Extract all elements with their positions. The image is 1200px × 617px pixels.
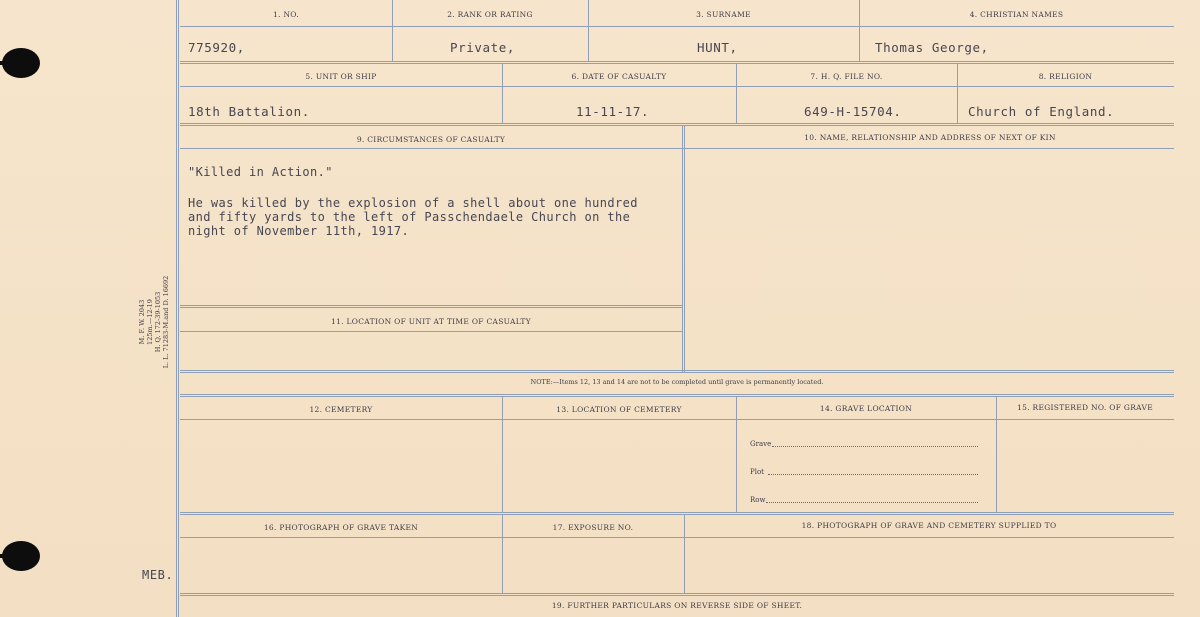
service-number: 775920, <box>188 40 245 55</box>
rule <box>180 419 1174 420</box>
plot-field-line <box>768 474 978 475</box>
header-location-unit: 11. LOCATION OF UNIT AT TIME OF CASUALTY <box>331 317 531 326</box>
rule <box>682 126 685 372</box>
rule <box>180 148 1174 149</box>
header-unit: 5. UNIT OR SHIP <box>305 72 377 81</box>
religion-value: Church of England. <box>968 104 1115 119</box>
header-photo-taken: 16. PHOTOGRAPH OF GRAVE TAKEN <box>263 523 419 532</box>
hq-file-value: 649-H-15704. <box>804 104 902 119</box>
rule <box>180 61 1174 64</box>
rank-value: Private, <box>450 40 516 55</box>
rule <box>180 537 1174 538</box>
circumstances-line: and fifty yards to the left of Passchendaele Church on the <box>188 210 631 224</box>
header-religion: 8. RELIGION <box>1038 72 1093 81</box>
circumstances-line: He was killed by the explosion of a shell about one hundred <box>188 196 638 210</box>
row-field-label: Row <box>750 496 766 504</box>
circumstances-title: "Killed in Action." <box>188 165 333 179</box>
header-further-particulars: 19. FURTHER PARTICULARS ON REVERSE SIDE OF SHEET. <box>551 601 803 610</box>
christian-names-value: Thomas George, <box>875 40 989 55</box>
header-registered-no: 15. REGISTERED NO. OF GRAVE <box>1017 403 1153 412</box>
header-cemetery: 12. CEMETERY <box>309 405 373 414</box>
header-date: 6. DATE OF CASUALTY <box>571 72 667 81</box>
rule <box>996 397 997 513</box>
row-field-line <box>766 502 978 503</box>
header-exposure: 17. EXPOSURE NO. <box>552 523 634 532</box>
punch-hole-top <box>2 48 40 78</box>
plot-field-label: Plot <box>750 468 764 476</box>
rule <box>180 593 1174 596</box>
circumstances-line: night of November 11th, 1917. <box>188 224 410 238</box>
header-photo-supplied: 18. PHOTOGRAPH OF GRAVE AND CEMETERY SUPPLIED TO <box>801 521 1057 530</box>
header-surname: 3. SURNAME <box>696 10 751 19</box>
rule <box>180 394 1174 397</box>
punch-hole-bottom <box>2 541 40 571</box>
header-circumstances: 9. CIRCUMSTANCES OF CASUALTY <box>356 135 506 144</box>
unit-value: 18th Battalion. <box>188 104 310 119</box>
header-next-of-kin: 10. NAME, RELATIONSHIP AND ADDRESS OF NEXT OF KIN <box>804 133 1056 142</box>
header-grave-location: 14. GRAVE LOCATION <box>819 404 913 413</box>
rule <box>180 331 682 332</box>
surname-value: HUNT, <box>697 40 738 55</box>
rule <box>180 86 1174 87</box>
rule <box>180 305 682 308</box>
left-border <box>176 0 179 617</box>
header-rank: 2. RANK OR RATING <box>447 10 533 19</box>
form-print-code: M. F. W. 2043 125m.—12-19 H. Q. 172-39-1053 L. L. 71283-M.and D. 16692 <box>138 275 170 369</box>
rule <box>180 370 1174 373</box>
rule <box>502 397 503 513</box>
note-text: NOTE:—Items 12, 13 and 14 are not to be completed until grave is permanently located. <box>530 378 824 386</box>
header-no: 1. NO. <box>273 10 299 19</box>
rule <box>736 397 737 513</box>
rule <box>180 123 1174 126</box>
grave-field-label: Grave <box>750 440 772 448</box>
rule <box>180 512 1174 515</box>
clerk-initials: MEB. <box>142 568 174 582</box>
header-location-cemetery: 13. LOCATION OF CEMETERY <box>556 405 682 414</box>
rule <box>180 26 1174 27</box>
header-christian-names: 4. CHRISTIAN NAMES <box>969 10 1064 19</box>
date-value: 11-11-17. <box>576 104 650 119</box>
header-hq-file: 7. H. Q. FILE NO. <box>810 72 883 81</box>
grave-field-line <box>772 446 978 447</box>
